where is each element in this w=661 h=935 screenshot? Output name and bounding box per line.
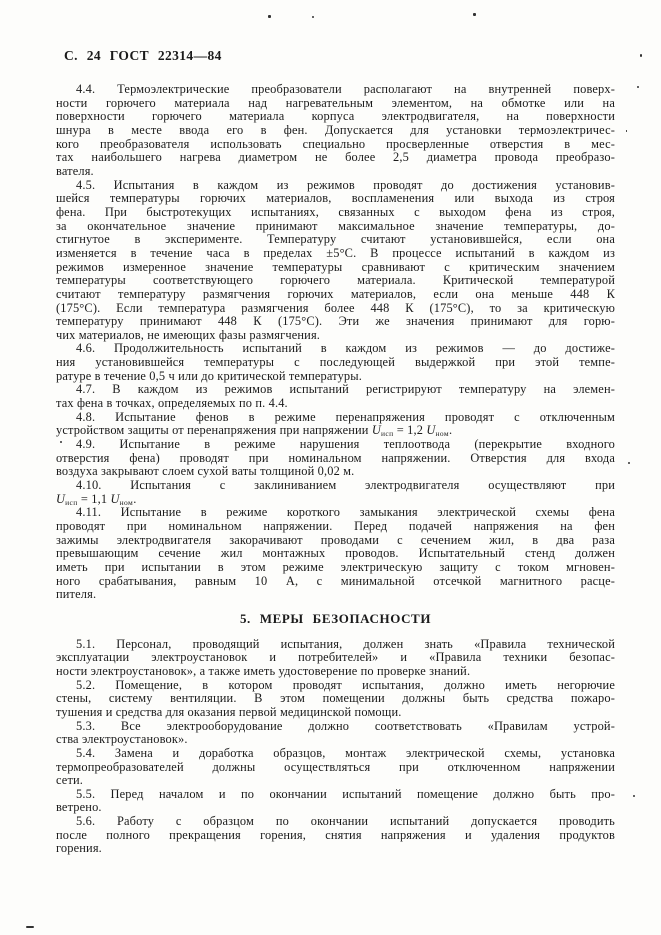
paragraph-5.6: [56, 815, 615, 856]
text-line: сети.: [56, 773, 84, 788]
paragraph-4.8: [56, 411, 615, 438]
scan-speck: [640, 54, 642, 57]
text-line: ния установившейся температуры с последующей выдержкой при этой темпе-: [56, 355, 615, 370]
paragraph-5.5: [56, 788, 615, 815]
scan-speck: [628, 462, 630, 464]
text-line: ности горючего материала над нагревательным элементом, на обмотке или на: [56, 95, 615, 110]
text-line: изменяется в течение часа в пределах ±5°С. В процессе испытаний в каждом из: [56, 245, 615, 260]
scan-speck: [268, 15, 271, 18]
text-line: воздуха закрывают слоем сухой ваты толщиной 0,02 м.: [56, 464, 355, 479]
text-line: горения.: [56, 841, 102, 856]
text-line: 4.11. Испытание в режиме короткого замыкания электрической схемы фена: [76, 505, 615, 520]
text-line: 5.3. Все электрооборудование должно соответствовать «Правилам устрой-: [76, 718, 615, 733]
text-line: считают температуру размягчения горючих материалов, если она меньше 448 К: [56, 286, 615, 301]
text-line: вателя.: [56, 163, 94, 178]
text-line: ного срабатывания, равным 10 А, с минимальной отсечкой магнитного расце-: [56, 573, 615, 588]
text-line: 4.5. Испытания в каждом из режимов проводят до достижения установив-: [76, 177, 615, 192]
scan-speck: [312, 16, 314, 18]
paragraph-5.4: [56, 747, 615, 788]
paragraph-4.11: [56, 506, 615, 602]
scan-speck: [633, 795, 635, 797]
section-4-test-procedures: [56, 83, 615, 602]
text-line: тах фена в точках, определяемых по п. 4.4.: [56, 396, 288, 411]
text-line: 4.8. Испытание фенов в режиме перенапряжения проводят с отключенным: [76, 409, 615, 424]
text-line: ветрено.: [56, 800, 102, 815]
text-line: 4.9. Испытание в режиме нарушения теплоотвода (перекрытие входного: [76, 437, 615, 452]
scan-speck: [473, 13, 476, 16]
text-line: ства электроустановок».: [56, 732, 188, 747]
text-line: 5.2. Помещение, в котором проводят испытания, должно иметь негорючие: [76, 677, 615, 692]
text-line: тах наибольшего нагрева диаметром не более 2,5 диаметра провода преобразо-: [56, 150, 615, 165]
text-line: кого преобразователя использовать специально просверленные отверстия в мес-: [56, 136, 615, 151]
text-line: шнура в месте ввода его в фен. Допускается для установки термоэлектричес-: [56, 122, 615, 137]
text-line: 4.4. Термоэлектрические преобразователи располагают на внутренней поверх-: [76, 82, 615, 96]
text-line: чих материалов, не имеющих фазы размягчения.: [56, 327, 321, 342]
scan-speck: [626, 130, 627, 132]
text-line: 4.7. В каждом из режимов испытаний регистрируют температуру на элемен-: [76, 382, 615, 397]
section-5-heading: 5. МЕРЫ БЕЗОПАСНОСТИ: [239, 610, 432, 626]
text-line: превышающим сечение жил монтажных проводов. Испытательный стенд должен: [56, 546, 615, 561]
text-line: тушения и средства для оказания первой медицинской помощи.: [56, 704, 402, 719]
text-line: стигнутое в эксперименте. Температуру считают установившейся, если она: [56, 232, 615, 247]
text-line: 5.6. Работу с образцом по окончании испытаний допускается проводить: [76, 814, 615, 829]
text-line: 5.4. Замена и доработка образцов, монтаж электрической схемы, установка: [76, 745, 615, 760]
text-line: 5.5. Перед началом и по окончании испытаний помещение должно быть про-: [76, 786, 615, 801]
paragraph-5.2: [56, 679, 615, 720]
text-line: эксплуатации электроустановок и потребителей» и «Правила техники безопас-: [56, 650, 615, 665]
paragraph-4.7: [56, 383, 615, 410]
text-line: проводят при номинальном напряжении. Перед подачей напряжения на фен: [56, 519, 615, 533]
paragraph-4.10: [56, 479, 615, 506]
text-line: 5.1. Персонал, проводящий испытания, должен знать «Правила технической: [76, 636, 615, 651]
text-line: устройством защиты от перенапряжения при напряжении $U_{исп} = 1,2$ $U_{ном}$.: [56, 423, 453, 439]
text-line: фена. При быстротекущих испытаниях, связанных с выходом фена из строя,: [56, 204, 615, 219]
scan-speck: [60, 441, 62, 443]
paragraph-5.1: [56, 638, 615, 679]
section-5-safety-measures: [56, 638, 615, 857]
text-line: 4.6. Продолжительность испытаний в каждом из режимов — до достиже-: [76, 341, 615, 356]
text-line: температуры соответствующего горючего материала. Критической температурой: [56, 273, 615, 288]
paragraph-4.6: [56, 342, 615, 383]
paragraph-4.9: [56, 438, 615, 479]
text-line: за окончательное значение принимают максимальное значение температуры, до-: [56, 218, 615, 233]
page-header: С. 24 ГОСТ 22314—84: [64, 48, 222, 63]
text-line: температуру принимают 448 К (175°С). Эти же значения принимают для горю-: [56, 314, 615, 329]
paragraph-4.4: [56, 83, 615, 179]
text-line: ратуре в течение 0,5 ч или до критической температуры.: [56, 368, 362, 383]
scan-speck: [26, 926, 34, 928]
paragraph-5.3: [56, 720, 615, 747]
paragraph-4.5: [56, 179, 615, 343]
document-body: [56, 83, 615, 856]
text-line: пителя.: [56, 587, 97, 602]
text-line: после полного прекращения горения, снятия напряжения и удаления продуктов: [56, 827, 615, 842]
text-line: ности электроустановок», а также иметь удостоверение по проверке знаний.: [56, 663, 471, 678]
text-line: термопреобразователей должны осуществляться при отключенном напряжении: [56, 759, 615, 774]
text-line: стены, систему вентиляции. В этом помещении должны быть средства пожаро-: [56, 691, 615, 706]
text-line: режимов измеренное значение температуры сравнивают с критическим значением: [56, 259, 615, 274]
text-line: 4.10. Испытания с заклиниванием электродвигателя осуществляют при: [76, 478, 615, 493]
text-line: шейся температуры горючих материалов, воспламенения или выхода из строя: [56, 191, 615, 206]
text-line: зажимы электродвигателя закорачивают проводами с сечением жил, в два раза: [56, 532, 615, 547]
text-line: иметь при испытании в этом режиме электрическую защиту с током мгновен-: [56, 559, 615, 574]
text-line: поверхности горючего материала корпуса электродвигателя, на поверхности: [56, 109, 615, 124]
text-line: отверстия фена) проводят при номинальном напряжении. Отверстия для входа: [56, 450, 615, 465]
scan-speck: [637, 86, 639, 88]
text-line: (175°С). Если температура размягчения более 448 К (175°С), то за критическую: [56, 300, 615, 315]
text-line: $U_{исп} = 1,1$ $U_{ном}$.: [56, 491, 137, 507]
